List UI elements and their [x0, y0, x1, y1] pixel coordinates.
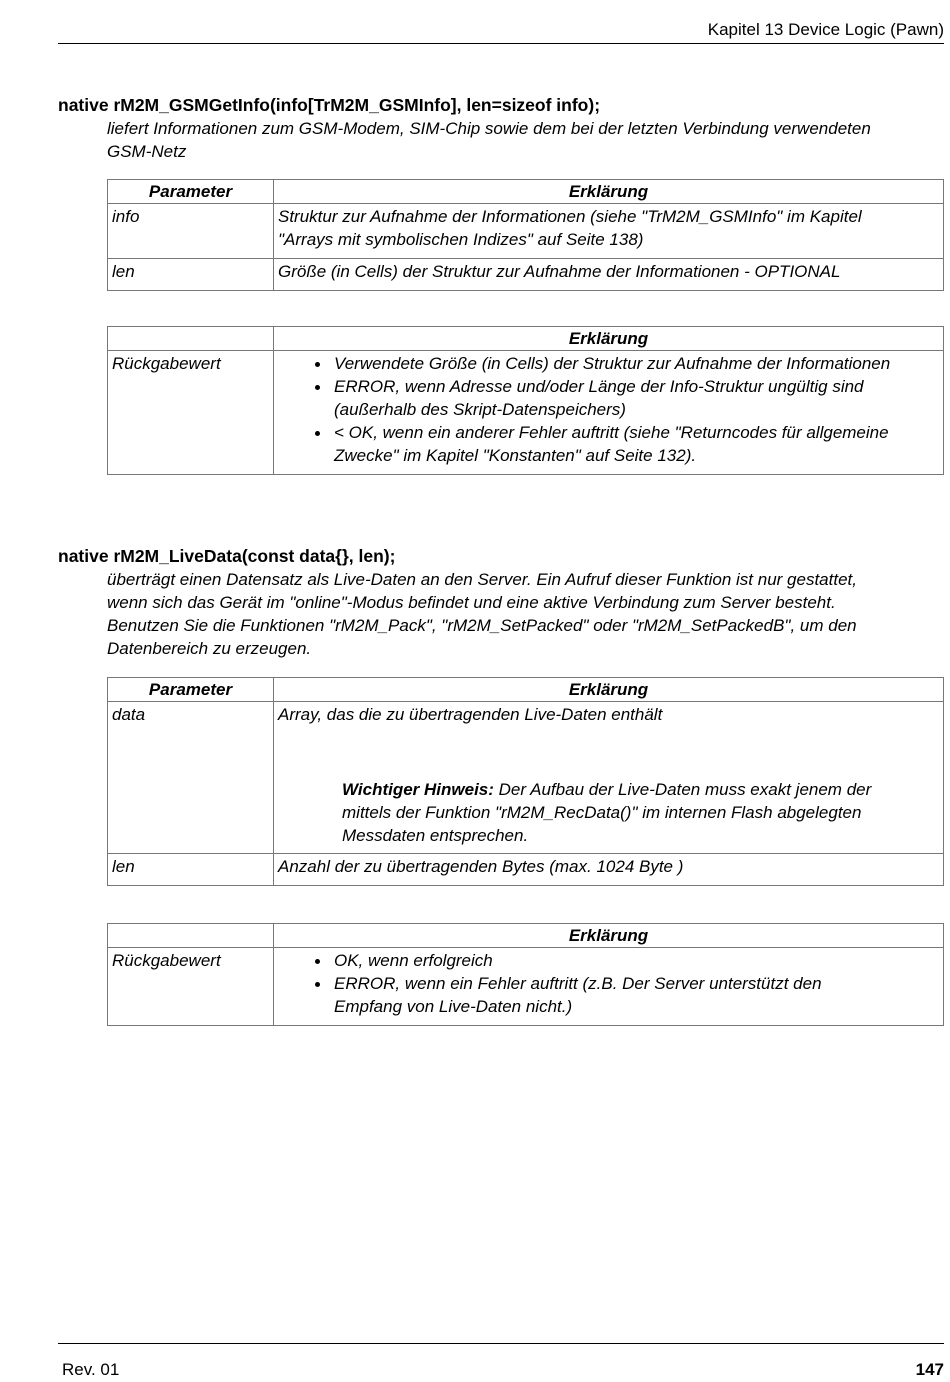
list-item-line: ERROR, wenn Adresse und/oder Länge der Info-Struktur ungültig sind	[334, 377, 864, 396]
list-item	[334, 421, 939, 467]
table-row	[108, 948, 944, 1026]
page-number: 147	[915, 1360, 944, 1379]
description-line: wenn sich das Gerät im "online"-Modus befindet und eine aktive Verbindung zum Server besteht.	[107, 593, 836, 612]
bullet-list	[278, 352, 939, 473]
column-header-parameter: Parameter	[108, 180, 274, 204]
function-description	[107, 117, 947, 163]
list-item-line: ERROR, wenn ein Fehler auftritt (z.B. Der Server unterstützt den	[334, 974, 822, 993]
parameter-table	[107, 179, 944, 291]
explanation-line: Struktur zur Aufnahme der Informationen (siehe "TrM2M_GSMInfo" im Kapitel	[278, 207, 862, 226]
param-name: info	[108, 204, 274, 259]
column-header-explanation: Erklärung	[274, 678, 944, 702]
list-item-line: Zwecke" im Kapitel "Konstanten" auf Seite 132).	[334, 446, 697, 465]
return-explanation	[274, 351, 944, 475]
function-signature: native rM2M_GSMGetInfo(info[TrM2M_GSMInfo], len=sizeof info);	[58, 95, 601, 115]
list-item	[334, 352, 939, 375]
list-item-line: (außerhalb des Skript-Datenspeichers)	[334, 400, 626, 419]
return-explanation	[274, 948, 944, 1026]
table-row	[108, 854, 944, 886]
return-label: Rückgabewert	[108, 351, 274, 475]
param-name: data	[108, 702, 274, 854]
important-note	[278, 778, 939, 852]
note-line: Messdaten entsprechen.	[342, 826, 529, 845]
column-header-empty	[108, 924, 274, 948]
column-header-explanation: Erklärung	[274, 327, 944, 351]
bullet-list	[278, 949, 939, 1024]
page-footer	[58, 1343, 944, 1382]
explanation-line: "Arrays mit symbolischen Indizes" auf Seite 138)	[278, 230, 644, 249]
description-line: liefert Informationen zum GSM-Modem, SIM-Chip sowie dem bei der letzten Verbindung verwendeten	[107, 119, 871, 138]
list-item-line: OK, wenn erfolgreich	[334, 951, 493, 970]
function-signature: native rM2M_LiveData(const data{}, len);	[58, 546, 396, 566]
note-line: mittels der Funktion "rM2M_RecData()" im internen Flash abgelegten	[342, 803, 862, 822]
description-line: Datenbereich zu erzeugen.	[107, 639, 312, 658]
return-label: Rückgabewert	[108, 948, 274, 1026]
description-line: Benutzen Sie die Funktionen "rM2M_Pack", "rM2M_SetPacked" oder "rM2M_SetPackedB", um den	[107, 616, 857, 635]
explanation-line: Array, das die zu übertragenden Live-Daten enthält	[278, 705, 663, 724]
param-name: len	[108, 259, 274, 291]
list-item-line: Verwendete Größe (in Cells) der Struktur zur Aufnahme der Informationen	[334, 354, 891, 373]
description-line: GSM-Netz	[107, 142, 187, 161]
parameter-table	[107, 677, 944, 886]
param-explanation	[274, 204, 944, 259]
param-explanation	[274, 259, 944, 291]
revision-label: Rev. 01	[62, 1360, 120, 1379]
list-item-line: Empfang von Live-Daten nicht.)	[334, 997, 573, 1016]
column-header-explanation: Erklärung	[274, 924, 944, 948]
table-header-row	[108, 180, 944, 204]
list-item	[334, 375, 939, 421]
function-description	[107, 568, 947, 660]
page-header	[58, 0, 944, 44]
note-label: Wichtiger Hinweis:	[342, 780, 494, 799]
param-explanation: Anzahl der zu übertragenden Bytes (max. 1024 Byte )	[274, 854, 944, 886]
table-header-row	[108, 327, 944, 351]
table-row	[108, 702, 944, 854]
list-item	[334, 949, 939, 972]
column-header-empty	[108, 327, 274, 351]
return-value-table	[107, 923, 944, 1026]
table-row	[108, 204, 944, 259]
param-name: len	[108, 854, 274, 886]
table-row	[108, 351, 944, 475]
list-item-line: < OK, wenn ein anderer Fehler auftritt (siehe "Returncodes für allgemeine	[334, 423, 889, 442]
table-header-row	[108, 924, 944, 948]
return-value-table	[107, 326, 944, 475]
chapter-title: Kapitel 13 Device Logic (Pawn)	[707, 20, 944, 39]
note-line: Der Aufbau der Live-Daten muss exakt jenem der	[498, 780, 872, 799]
table-header-row	[108, 678, 944, 702]
param-explanation	[274, 702, 944, 854]
explanation-line: Größe (in Cells) der Struktur zur Aufnahme der Informationen - OPTIONAL	[278, 262, 841, 281]
column-header-explanation: Erklärung	[274, 180, 944, 204]
description-line: überträgt einen Datensatz als Live-Daten an den Server. Ein Aufruf dieser Funktion ist nur gestattet,	[107, 570, 857, 589]
column-header-parameter: Parameter	[108, 678, 274, 702]
list-item	[334, 972, 939, 1018]
table-row	[108, 259, 944, 291]
